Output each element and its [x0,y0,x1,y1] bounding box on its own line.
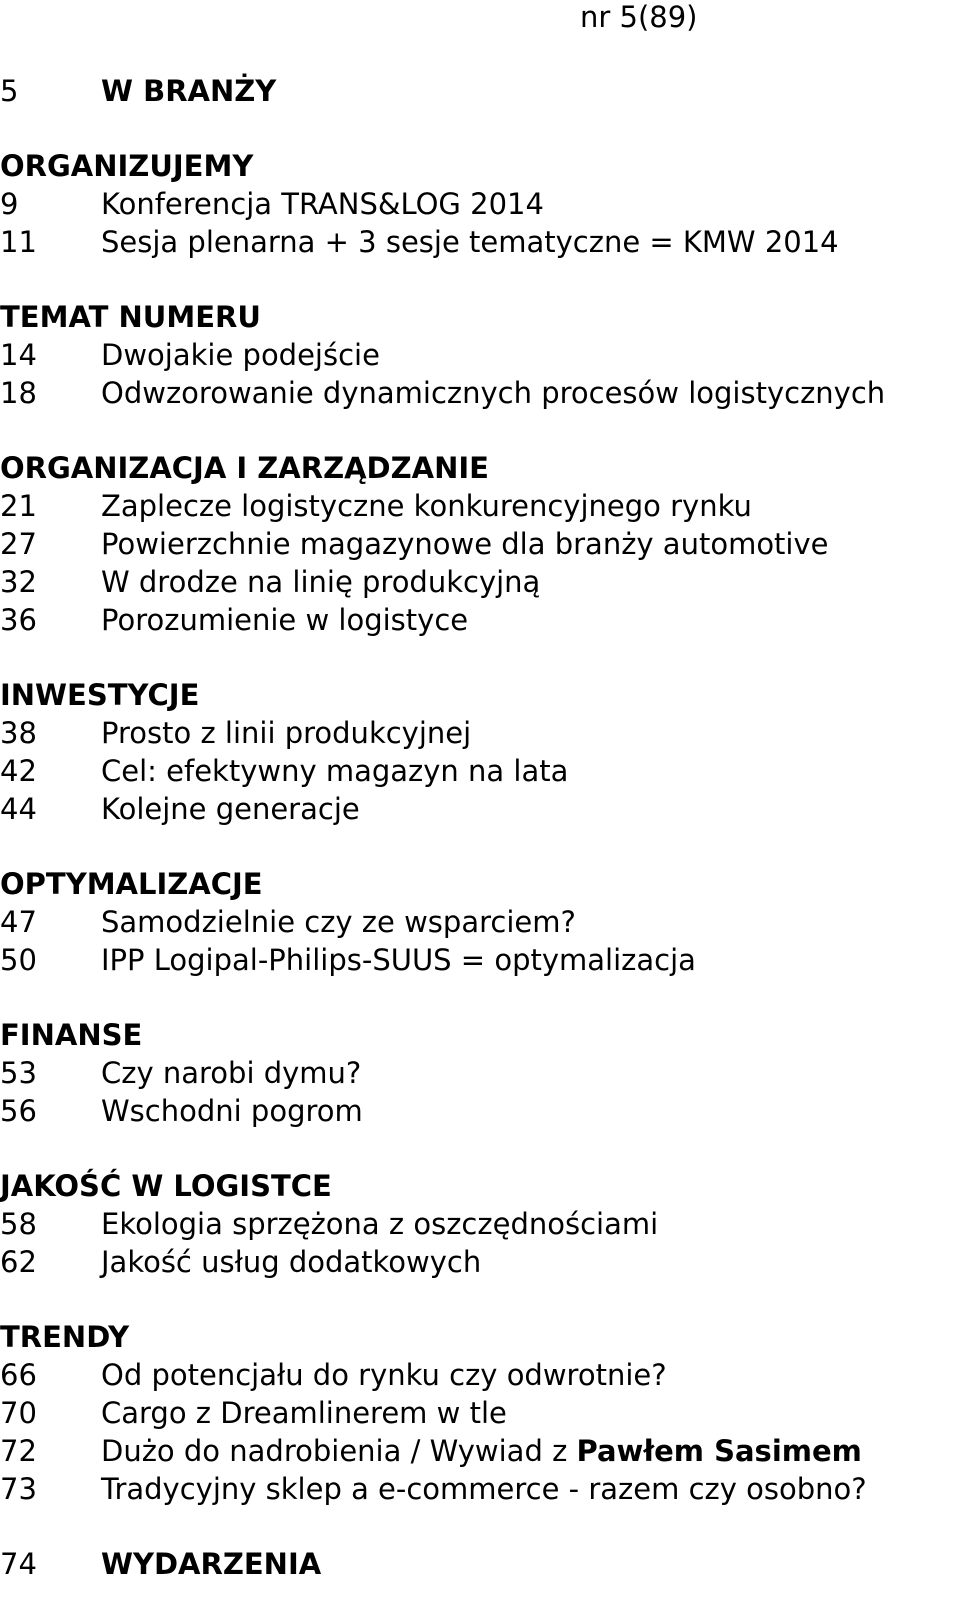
section-heading: TRENDY [0,1320,130,1354]
entry-title-text: W drodze na linię produkcyjną [101,565,541,599]
entry-title: WYDARZENIA [101,1547,322,1581]
page-number: 5 [0,74,19,108]
section-heading: INWESTYCJE [0,678,200,712]
toc-entry[interactable] [0,1356,960,1394]
toc-entry[interactable] [0,525,960,563]
entry-title-text: Czy narobi dymu? [101,1056,362,1090]
page-number: 74 [0,1547,37,1581]
entry-title: W BRANŻY [101,74,277,108]
page-number: 32 [0,565,37,599]
entry-title [101,716,960,750]
entry-title-text: Ekologia sprzężona z oszczędnościami [101,1207,659,1241]
entry-title-text: Porozumienie w logistyce [101,603,469,637]
entry-title [101,565,960,599]
entry-title-text: Dwojakie podejście [101,338,380,372]
page-number: 11 [0,225,37,259]
entry-title-text: Jakość usług dodatkowych [101,1245,482,1279]
page-number: 42 [0,754,37,788]
entry-title [101,792,960,826]
page-number: 9 [0,187,19,221]
page-number: 18 [0,376,37,410]
entry-title-text: Wschodni pogrom [101,1094,363,1128]
page-number: 62 [0,1245,37,1279]
entry-title [101,1094,960,1128]
page-number: 27 [0,527,37,561]
page-number: 38 [0,716,37,750]
toc-entry[interactable] [0,941,960,979]
toc-entry[interactable] [0,336,960,374]
toc-entry[interactable] [0,1243,960,1281]
entry-title [101,489,960,523]
toc-entry[interactable] [0,185,960,223]
page-number: 72 [0,1434,37,1468]
entry-title [101,603,960,637]
entry-title [101,1207,960,1241]
entry-title [101,187,960,221]
entry-title-text: Zaplecze logistyczne konkurencyjnego rynku [101,489,752,523]
entry-title-text: Prosto z linii produkcyjnej [101,716,472,750]
page-number: 44 [0,792,37,826]
toc-entry[interactable] [0,1470,960,1508]
section-heading: TEMAT NUMERU [0,300,261,334]
entry-title [101,1245,960,1279]
entry-title [101,338,960,372]
entry-title-text: Tradycyjny sklep a e-commerce - razem czy osobno? [101,1472,867,1506]
toc-entry[interactable] [0,1432,960,1470]
entry-title-text: Powierzchnie magazynowe dla branży automotive [101,527,829,561]
entry-title-text: Samodzielnie czy ze wsparciem? [101,905,576,939]
toc-entry[interactable] [0,752,960,790]
entry-title-text: Odwzorowanie dynamicznych procesów logistycznych [101,376,886,410]
entry-title [101,943,960,977]
entry-title-text: Dużo do nadrobienia / Wywiad z [101,1434,577,1468]
entry-title [101,754,960,788]
toc-entry[interactable] [0,790,960,828]
toc-entry-closing[interactable] [0,1545,960,1583]
section-heading: OPTYMALIZACJE [0,867,263,901]
entry-title [101,905,960,939]
toc-entry[interactable] [0,223,960,261]
entry-title [101,1056,960,1090]
entry-title [101,1396,960,1430]
toc-entry[interactable] [0,714,960,752]
entry-title-text: Cargo z Dreamlinerem w tle [101,1396,507,1430]
page-number: 58 [0,1207,37,1241]
toc-entry-top[interactable] [0,72,960,110]
toc-entry[interactable] [0,601,960,639]
toc-entry[interactable] [0,903,960,941]
page-number: 21 [0,489,37,523]
entry-title-text: Cel: efektywny magazyn na lata [101,754,569,788]
toc-entry[interactable] [0,1205,960,1243]
entry-title-text: Konferencja TRANS&LOG 2014 [101,187,544,221]
issue-number: nr 5(89) [580,0,698,34]
page-number: 73 [0,1472,37,1506]
page-number: 53 [0,1056,37,1090]
entry-title-text: Sesja plenarna + 3 sesje tematyczne = KMW 2014 [101,225,839,259]
entry-title [101,225,960,259]
sections [0,147,960,1508]
page-number: 50 [0,943,37,977]
entry-title-text: Kolejne generacje [101,792,360,826]
entry-title-text: Od potencjału do rynku czy odwrotnie? [101,1358,667,1392]
entry-title [101,1472,960,1506]
page-number: 56 [0,1094,37,1128]
entry-title [101,1358,960,1392]
section-heading: ORGANIZACJA I ZARZĄDZANIE [0,451,489,485]
table-of-contents [0,72,960,1583]
entry-title [101,1434,960,1468]
entry-title [101,527,960,561]
entry-title-text: IPP Logipal-Philips-SUUS = optymalizacja [101,943,696,977]
interviewee-name: Pawłem Sasimem [576,1434,862,1468]
entry-title [101,376,960,410]
section-heading: ORGANIZUJEMY [0,149,254,183]
section-heading: FINANSE [0,1018,143,1052]
section-heading: JAKOŚĆ W LOGISTCE [0,1169,332,1203]
page-number: 70 [0,1396,37,1430]
toc-entry[interactable] [0,1054,960,1092]
page-number: 47 [0,905,37,939]
page-number: 14 [0,338,37,372]
toc-entry[interactable] [0,1092,960,1130]
toc-entry[interactable] [0,374,960,412]
toc-entry[interactable] [0,1394,960,1432]
toc-entry[interactable] [0,563,960,601]
page-number: 66 [0,1358,37,1392]
page-number: 36 [0,603,37,637]
toc-entry[interactable] [0,487,960,525]
